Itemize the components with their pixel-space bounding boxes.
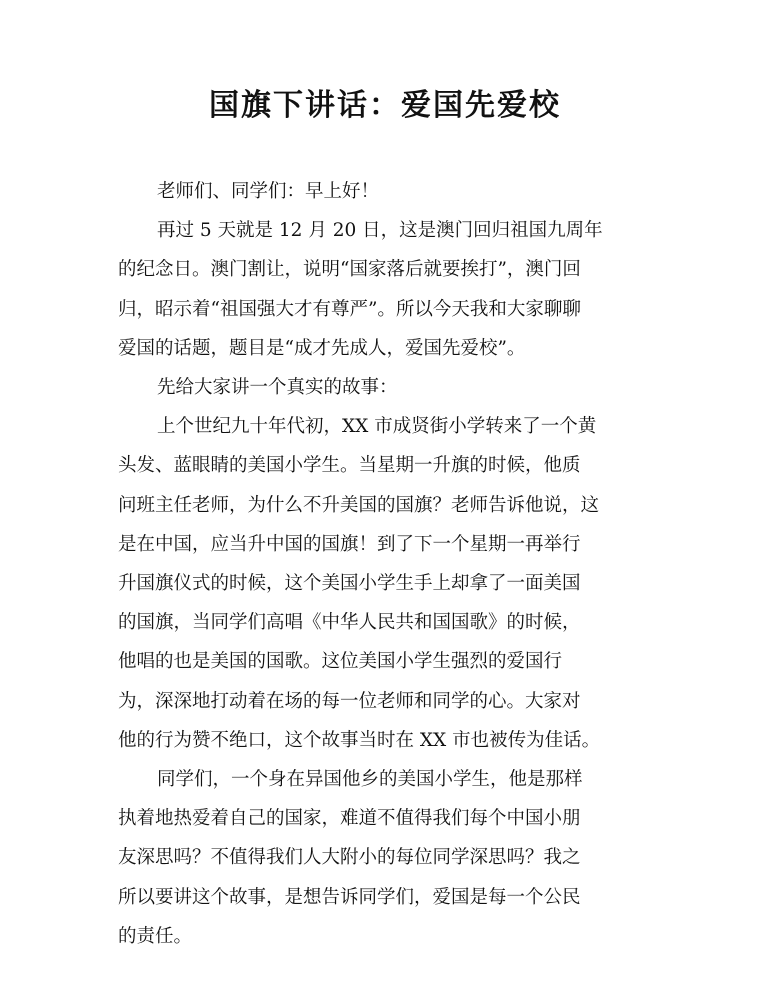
text-line: 问班主任老师，为什么不升美国的国旗？老师告诉他说，这 (118, 494, 600, 516)
text-line: 执着地热爱着自己的国家，难道不值得我们每个中国小朋 (118, 808, 581, 830)
document-title: 国旗下讲话：爱国先爱校 (209, 88, 561, 123)
text-line: 的责任。 (118, 925, 193, 947)
text-line: 上个世纪九十年代初，XX 市成贤街小学转来了一个黄 (157, 416, 597, 438)
paragraph-story-intro (118, 368, 658, 407)
text-line: 老师们、同学们：早上好！ (157, 181, 380, 202)
text-line: 头发、蓝眼睛的美国小学生。当星期一升旗的时候，他质 (118, 455, 581, 477)
text-line: 所以要讲这个故事，是想告诉同学们，爱国是每一个公民 (118, 886, 581, 908)
text-line: 他唱的也是美国的国歌。这位美国小学生强烈的爱国行 (118, 651, 563, 673)
document-body (118, 172, 658, 956)
text-line: 他的行为赞不绝口，这个故事当时在 XX 市也被传为佳话。 (118, 729, 601, 751)
text-line: 的国旗，当同学们高唱《中华人民共和国国歌》的时候， (118, 612, 581, 634)
text-line: 再过 5 天就是 12 月 20 日，这是澳门回归祖国九周年 (157, 220, 603, 242)
text-line: 同学们，一个身在异国他乡的美国小学生，他是那样 (157, 769, 583, 791)
text-line: 是在中国，应当升中国的国旗！到了下一个星期一再举行 (118, 533, 581, 555)
paragraph-greeting (118, 172, 658, 211)
paragraph-reflection (118, 760, 658, 956)
text-line: 先给大家讲一个真实的故事： (157, 377, 398, 399)
text-line: 友深思吗？不值得我们人大附小的每位同学深思吗？我之 (118, 847, 581, 869)
text-line: 升国旗仪式的时候，这个美国小学生手上却拿了一面美国 (118, 573, 581, 595)
text-line: 为，深深地打动着在场的每一位老师和同学的心。大家对 (118, 690, 581, 712)
paragraph-story (118, 407, 658, 760)
text-line: 归，昭示着“祖国强大才有尊严”。所以今天我和大家聊聊 (118, 298, 581, 320)
paragraph-macau (118, 211, 658, 368)
text-line: 爱国的话题，题目是“成才先成人，爱国先爱校”。 (118, 337, 526, 359)
text-line: 的纪念日。澳门割让，说明“国家落后就要挨打”，澳门回 (118, 259, 581, 281)
